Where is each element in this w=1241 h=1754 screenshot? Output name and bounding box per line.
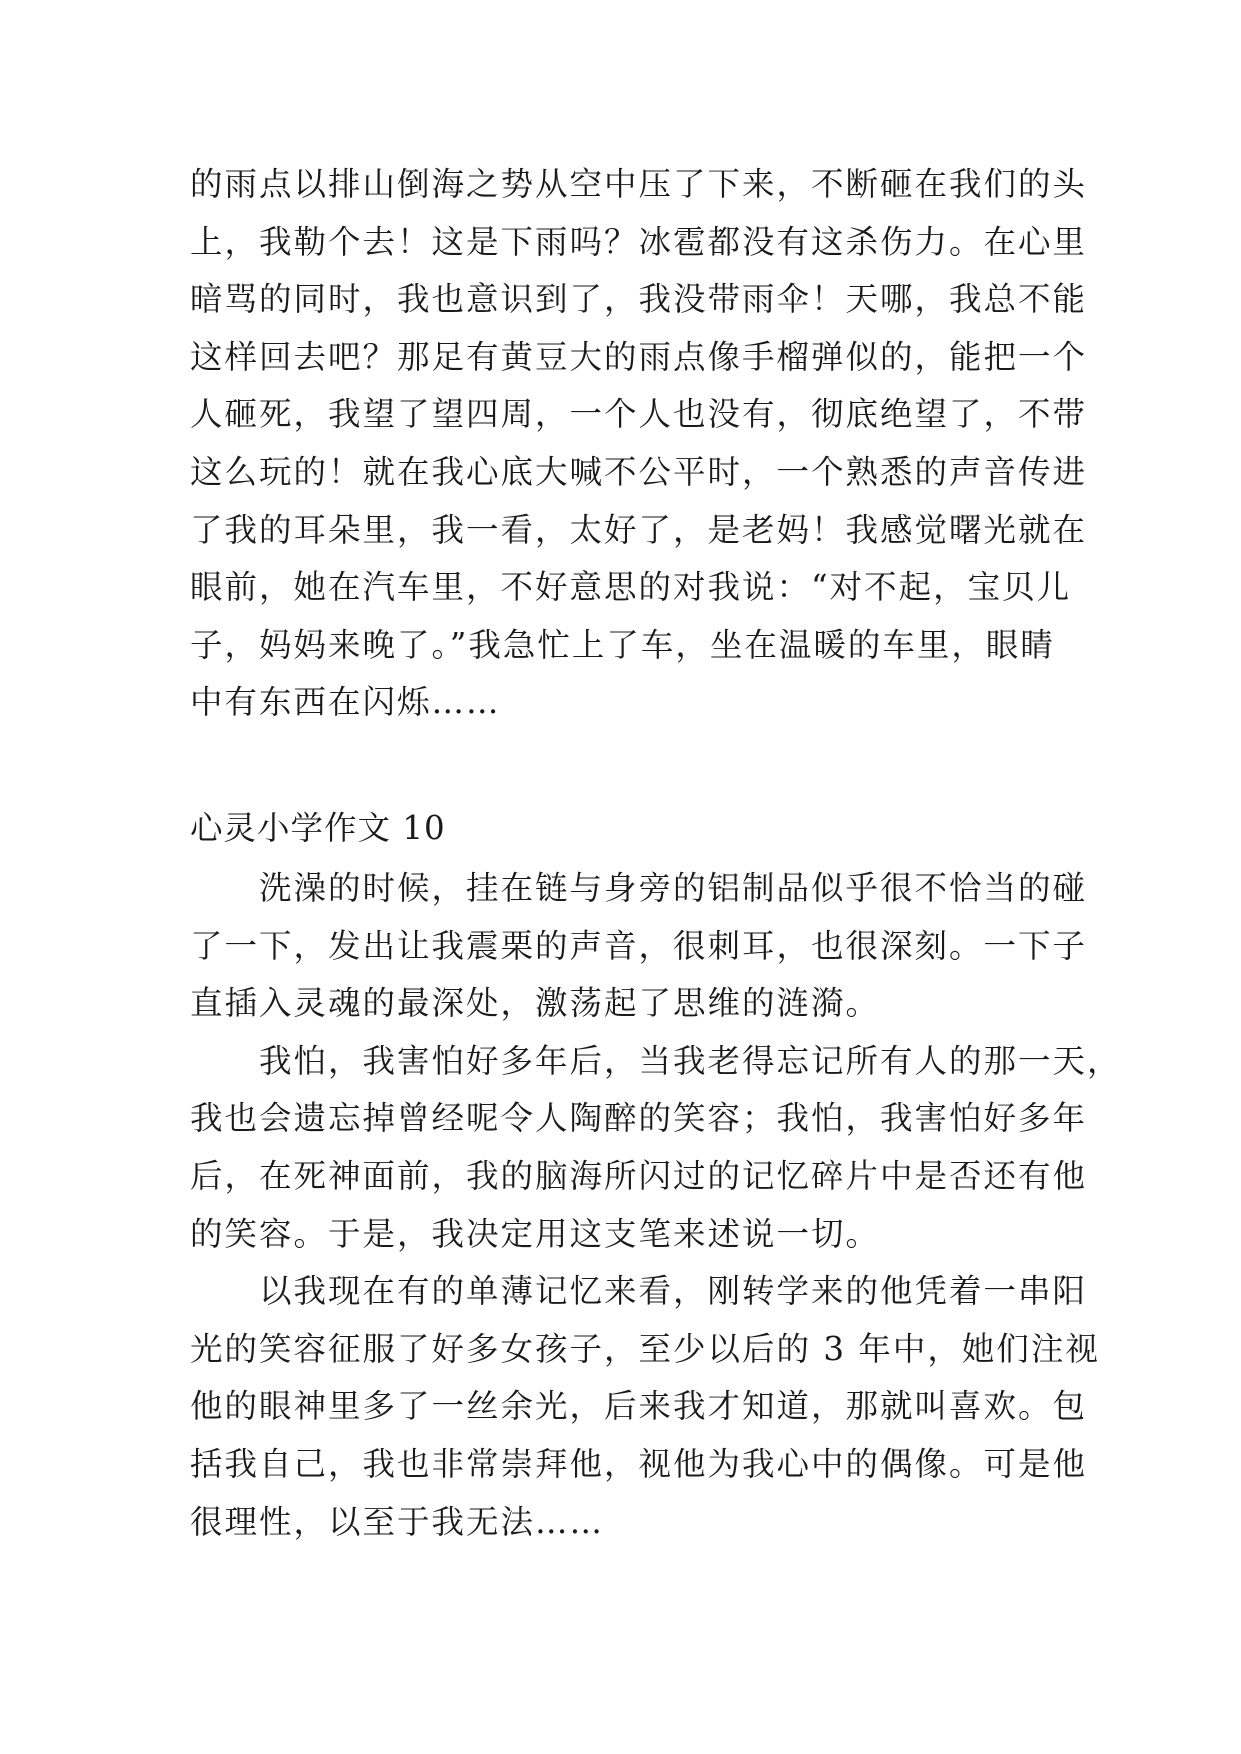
- text-line: 他的眼神里多了一丝余光，后来我才知道，那就叫喜欢。包: [190, 1387, 1088, 1426]
- continuation-paragraph: [190, 156, 1088, 732]
- text-line: 这么玩的！就在我心底大喊不公平时，一个熟悉的声音传进: [190, 452, 1088, 491]
- text-line: 的笑容。于是，我决定用这支笔来述说一切。: [190, 1214, 881, 1253]
- text-line: 了我的耳朵里，我一看，太好了，是老妈！我感觉曙光就在: [190, 510, 1088, 549]
- text-line: 我怕，我害怕好多年后，当我老得忘记所有人的那一天，: [190, 1041, 1122, 1080]
- text-line: 子，妈妈来晚了。”我急忙上了车，坐在温暖的车里，眼睛: [190, 625, 1055, 664]
- text-line: 眼前，她在汽车里，不好意思的对我说：“对不起，宝贝儿: [190, 568, 1072, 607]
- text-line: 很理性，以至于我无法……: [190, 1502, 605, 1541]
- section-body: [190, 860, 1122, 1551]
- text-line: 直插入灵魂的最深处，激荡起了思维的涟漪。: [190, 984, 881, 1023]
- text-line: 了一下，发出让我震栗的声音，很刺耳，也很深刻。一下子: [190, 926, 1088, 965]
- text-line: 括我自己，我也非常崇拜他，视他为我心中的偶像。可是他: [190, 1444, 1088, 1483]
- text-line: 我也会遗忘掉曾经呢令人陶醉的笑容；我怕，我害怕好多年: [190, 1099, 1088, 1138]
- text-line: 上，我勒个去！这是下雨吗？冰雹都没有这杀伤力。在心里: [190, 222, 1088, 261]
- text-line: 人砸死，我望了望四周，一个人也没有，彻底绝望了，不带: [190, 395, 1088, 434]
- text-line: 以我现在有的单薄记忆来看，刚转学来的他凭着一串阳: [190, 1272, 1088, 1311]
- text-line: 洗澡的时候，挂在链与身旁的铝制品似乎很不恰当的碰: [190, 869, 1088, 907]
- text-line: 这样回去吧？那足有黄豆大的雨点像手榴弹似的，能把一个: [190, 337, 1088, 376]
- text-line: 中有东西在闪烁……: [190, 683, 501, 722]
- text-line: 后，在死神面前，我的脑海所闪过的记忆碎片中是否还有他: [190, 1156, 1088, 1195]
- text-line: 光的笑容征服了好多女孩子，至少以后的 3 年中，她们注视: [190, 1329, 1100, 1368]
- text-line: 暗骂的同时，我也意识到了，我没带雨伞！天哪，我总不能: [190, 280, 1088, 319]
- section-title: 心灵小学作文 10: [190, 809, 446, 847]
- text-line: 的雨点以排山倒海之势从空中压了下来，不断砸在我们的头: [190, 165, 1088, 203]
